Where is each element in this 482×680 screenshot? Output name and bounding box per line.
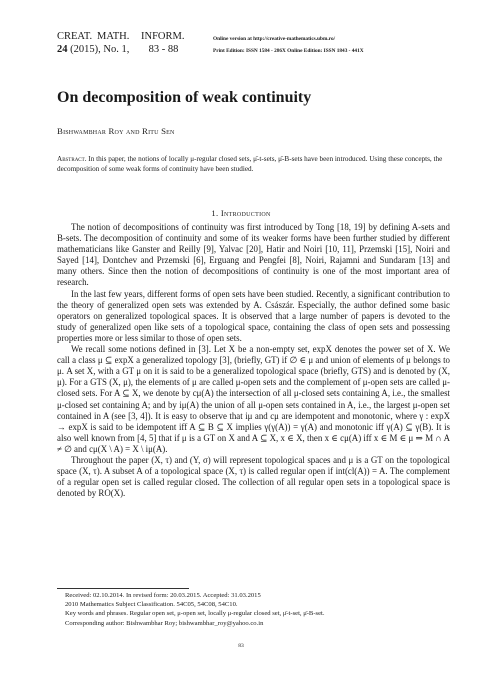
year-issue: (2015), No. 1, <box>70 44 130 55</box>
paragraph: The notion of decompositions of continuity was first introduced by Tong [18, 19] by defining A-sets and B-sets. The decomposition of continuity and some of its weaker forms have been further studied by different mathematicians like Ganster and Reilly [9], Yalvac [20], Hatir and Noiri [10, 11], Przemski [15], Noiri and Sayed [14], Dontchev and Przemski [6], Erguang and Pengfei [8], Noiri, Rajamni and Sundaram [13] and many others. Since then the notion of decompositions of continuity is one of the most important area of research. <box>57 222 450 288</box>
journal-citation <box>57 30 184 56</box>
online-version: Online version at http://creative-mathematics.ubm.ro/ <box>213 36 336 42</box>
page-range: 83 - 88 <box>148 44 179 55</box>
footnote-msc: 2010 Mathematics Subject Classification. 54C05, 54C08, 54C10. <box>65 601 238 609</box>
journal-abbrev-3: INFORM. <box>141 31 185 42</box>
footnote-received: Received: 02.10.2014. In revised form: 20.03.2015. Accepted: 31.03.2015 <box>65 592 261 599</box>
footnote-keywords: Key words and phrases. Regular open set, μ-open set, locally μ-regular closed set, μ̄-t-set, μ̄-B-set. <box>65 610 325 618</box>
page-number: 83 <box>238 643 244 649</box>
paper-authors: Bishwambhar Roy and Ritu Sen <box>57 126 175 136</box>
edition-info <box>213 33 364 57</box>
footnote-corresponding: Corresponding author: Bishwambhar Roy; bishwambhar_roy@yahoo.co.in <box>65 619 264 627</box>
abstract-label: Abstract. <box>57 155 87 163</box>
issn-info: Print Edition: ISSN 1584 - 286X Online Edition: ISSN 1843 - 441X <box>213 48 364 54</box>
journal-abbrev-1: CREAT. <box>57 31 93 42</box>
section-heading <box>0 208 482 218</box>
paper-title: On decomposition of weak continuity <box>57 89 312 106</box>
volume-number: 24 <box>57 44 68 55</box>
footnotes <box>65 591 450 628</box>
paragraph: We recall some notions defined in [3]. Let X be a non-empty set, expX denotes the power set of X. We call a class μ ⊆ expX a generalized topology [3], (briefly, GT) if ∅ ∈ μ and union of elements of μ belongs to μ. A set X, with a GT μ on it is said to be a generalized topological space (briefly, GTS) and is denoted by (X, μ). For a GTS (X, μ), the elements of μ are called μ-open sets and the complement of μ-open sets are called μ-closed sets. For A ⊆ X, we denote by cμ(A) the intersection of all μ-closed sets containing A, i.e., the smallest μ-closed set containing A; and by iμ(A) the union of all μ-open sets contained in A, i.e., the largest μ-open set contained in A (see [3, 4]). It is easy to observe that iμ and cμ are idempotent and monotonic, where γ : expX → expX is said to be idempotent iff A ⊆ B ⊆ X implies γ(γ(A)) = γ(A) and monotonic iff γ(A) ⊆ γ(B). It is also well known from [4, 5] that if μ is a GT on X and A ⊆ X, x ∈ X, then x ∈ cμ(A) iff x ∈ M ∈ μ ⇒ M ∩ A ≠ ∅ and cμ(X \ A) = X \ iμ(A). <box>57 344 450 454</box>
section-title: Introduction <box>220 208 271 218</box>
footnote-divider <box>57 588 189 589</box>
paragraph: In the last few years, different forms of open sets have been studied. Recently, a significant contribution to the theory of generalized open sets was extended by A. Császár. Especially, the author defined some basic operators on generalized topological spaces. It is observed that a large number of papers is devoted to the study of generalized open like sets of a topological space, containing the class of open sets and possessing properties more or less similar to those of open sets. <box>57 288 450 343</box>
paragraph: Throughout the paper (X, τ) and (Y, σ) will represent topological spaces and μ is a GT on the topological space (X, τ). A subset A of a topological space (X, τ) is called regular open if int(cl(A)) = A. The complement of a regular open set is called regular closed. The collection of all regular open sets in a topological space is denoted by RO(X). <box>57 454 450 499</box>
section-number: 1. <box>211 208 219 218</box>
abstract-text: In this paper, the notions of locally μ-regular closed sets, μ̄-t-sets, μ̄-B-sets have been introduced. Using these concepts, the decomposition of some weak forms of continuity have been studied. <box>57 155 443 174</box>
abstract <box>57 154 450 175</box>
journal-abbrev-2: MATH. <box>97 31 130 42</box>
body-text <box>57 222 450 499</box>
